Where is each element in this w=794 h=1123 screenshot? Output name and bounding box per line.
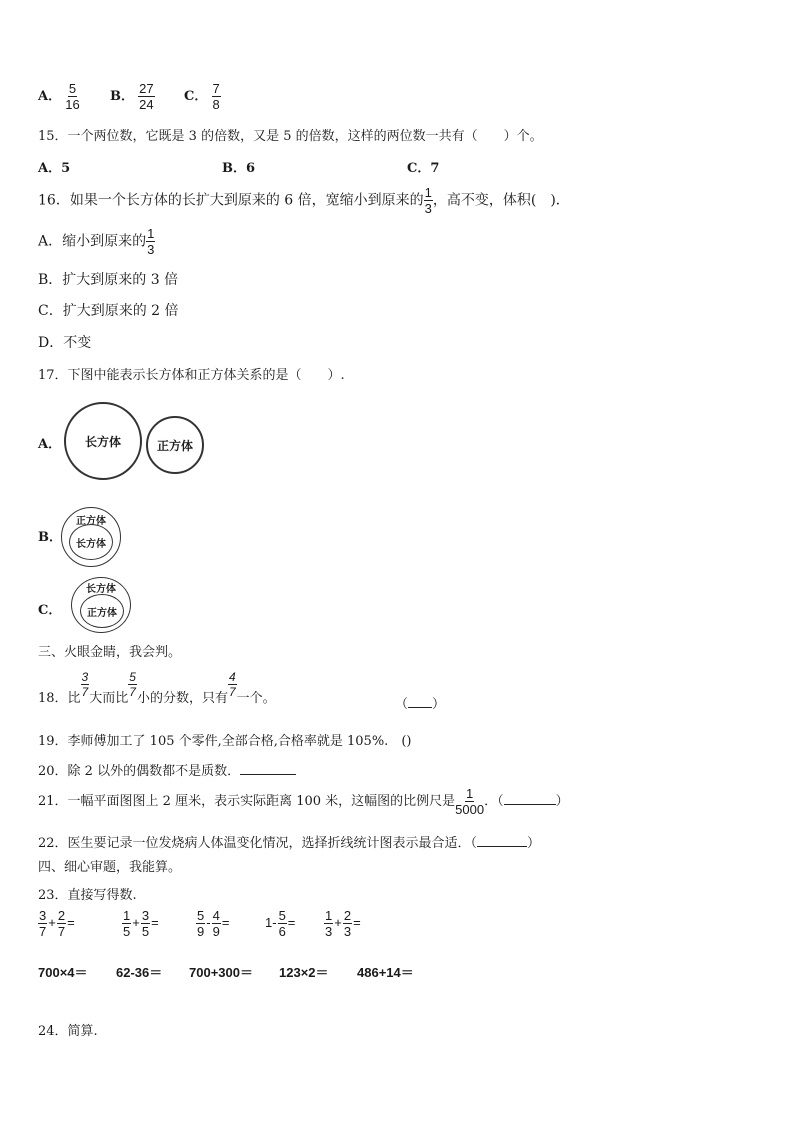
q17-c-inner-label: 正方体	[87, 607, 117, 619]
q17-option-a-label: A．	[38, 437, 62, 452]
q17-option-b-label: B．	[38, 530, 62, 545]
q23-int-3: 700+300＝	[189, 965, 253, 980]
q22-answer-blank[interactable]	[477, 846, 527, 847]
q15-option-b: B．6	[222, 161, 256, 176]
q16-question	[38, 186, 570, 215]
q14-option-c-label: C．	[184, 89, 208, 104]
q20-answer-blank[interactable]	[240, 774, 296, 775]
q23-int-4: 123×2＝	[279, 965, 329, 980]
q20-question: 20．除 2 以外的偶数都不是质数．	[38, 760, 296, 779]
q17-b-inner-label: 长方体	[76, 538, 106, 550]
q16-option-a	[38, 227, 155, 256]
q18-fraction-1: $\frac{3}{7}$	[81, 670, 89, 699]
q23-item-3: $\frac{5}{9}$ - $\frac{4}{9}$ =	[197, 908, 230, 939]
q17-c-outer-label: 长方体	[86, 584, 116, 595]
q15-option-a: A．5	[38, 161, 71, 176]
q15-question: 15．一个两位数，它既是 3 的倍数，又是 5 的倍数，这样的两位数一共有（ ）个。	[38, 129, 543, 144]
q23-question: 23．直接写得数.	[38, 888, 137, 903]
q15-option-c: C．7	[407, 161, 440, 176]
q14-option-c-fraction: $\frac{7}{8}$	[212, 81, 220, 112]
q23-item-4: 1- $\frac{5}{6}$ =	[265, 908, 296, 939]
q16-option-a-fraction: $\frac{1}{3}$	[147, 226, 155, 257]
q17-option-c-label: C．	[38, 603, 62, 618]
q17-a-big-circle	[64, 402, 142, 480]
q19-question: 19．李师傅加工了 105 个零件,全部合格,合格率就是 105%. ()	[38, 734, 412, 749]
q21-text: 21．一幅平面图图上 2 厘米，表示实际距离 100 米，这幅图的比例尺是	[38, 794, 456, 809]
q16-text-before: 16．如果一个长方体的长扩大到原来的 6 倍，宽缩小到原来的	[38, 192, 424, 209]
q24-question: 24．简算.	[38, 1024, 98, 1039]
q16-option-c: C．扩大到原来的 2 倍	[38, 303, 179, 319]
q16-fraction: $\frac{1}{3}$	[424, 185, 432, 216]
section-3-title: 三、火眼金睛，我会判。	[38, 645, 182, 660]
q14-option-b-fraction: $\frac{27}{24}$	[139, 81, 154, 112]
q17-a-big-label: 长方体	[84, 434, 121, 449]
section-4-title: 四、细心审题，我能算。	[38, 860, 182, 875]
q18-mid1: 大而比	[89, 691, 129, 706]
q23-item-5: $\frac{1}{3}$ + $\frac{2}{3}$ =	[325, 908, 361, 939]
q23-int-1: 700×4＝	[38, 965, 88, 980]
q16-text-after: ，高不变，体积( )．	[432, 192, 570, 209]
q18-mid2: 小的分数，只有	[136, 691, 228, 706]
q22-question: 22．医生要记录一位发烧病人体温变化情况，选择折线统计图表示最合适．（ ）	[38, 836, 541, 851]
q23-item-1: $\frac{3}{7}$ + $\frac{2}{7}$ =	[39, 908, 75, 939]
q23-int-5: 486+14＝	[357, 965, 414, 980]
q17-question: 17．下图中能表示长方体和正方体关系的是（ ）.	[38, 368, 345, 383]
q14-option-c	[184, 82, 221, 111]
q17-a-small-label: 正方体	[156, 438, 193, 453]
q17-b-inner-circle	[69, 524, 113, 560]
q23-item-2: $\frac{1}{5}$ + $\frac{3}{5}$ =	[123, 908, 159, 939]
q17-a-small-circle	[146, 416, 204, 474]
q14-option-b-label: B．	[110, 89, 134, 104]
q14-options	[38, 82, 80, 111]
q14-option-a-label: A．	[38, 89, 62, 104]
q16-option-b: B．扩大到原来的 3 倍	[38, 272, 179, 288]
q18-pre: 18．比	[38, 691, 81, 706]
q23-int-2: 62-36＝	[116, 965, 163, 980]
q16-option-d: D．不变	[38, 335, 92, 351]
q18-answer-blank[interactable]: （ ）	[395, 697, 446, 712]
q21-fraction: $\frac{1}{5000}$	[455, 786, 485, 817]
q21-question: 21．一幅平面图图上 2 厘米，表示实际距离 100 米，这幅图的比例尺是 $\frac{1}{5000}$ ．（ ）	[38, 786, 569, 817]
q18-post: 一个。	[236, 691, 276, 706]
q16-option-a-text: A．缩小到原来的	[38, 233, 147, 250]
q14-option-b	[110, 82, 155, 111]
q18-question	[38, 671, 276, 706]
q14-option-a-fraction: $\frac{5}{16}$	[65, 81, 80, 112]
q17-b-outer-label: 正方体	[76, 516, 106, 527]
q18-fraction-3: $\frac{4}{7}$	[228, 670, 236, 699]
q21-answer-blank[interactable]	[504, 804, 556, 805]
q17-c-inner-circle	[80, 594, 124, 628]
q18-fraction-2: $\frac{5}{7}$	[129, 670, 136, 699]
